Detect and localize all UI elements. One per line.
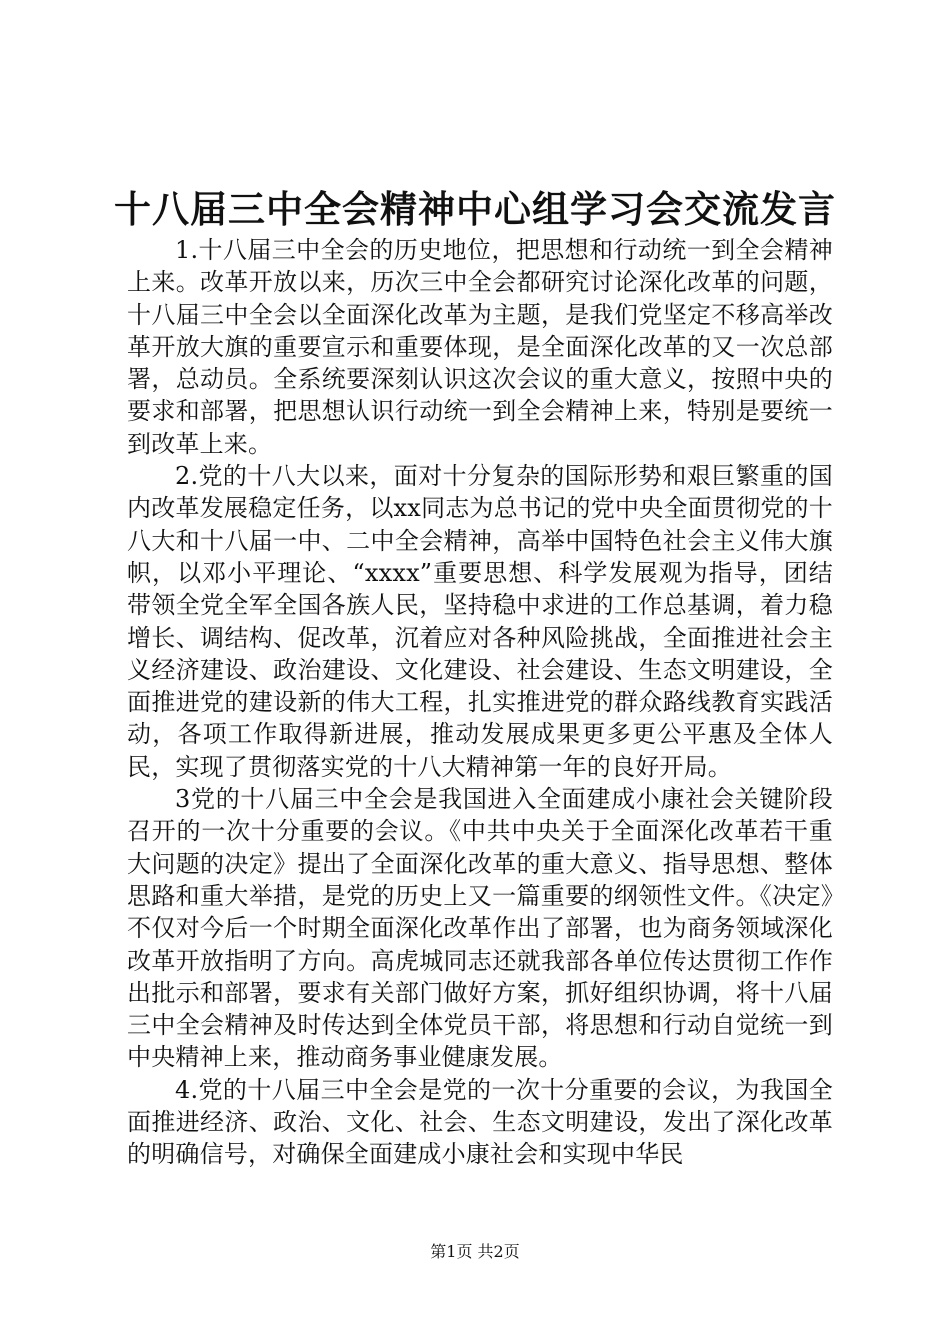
paragraph-1: 1.十八届三中全会的历史地位，把思想和行动统一到全会精神上来。改革开放以来，历次三中全会都研究讨论深化改革的问题，十八届三中全会以全面深化改革为主题，是我们党坚定不移高举改革开放大旗的重要宣示和重要体现，是全面深化改革的又一次总部署，总动员。全系统要深刻认识这次会议的重大意义，按照中央的要求和部署，把思想认识行动统一到全会精神上来，特别是要统一到改革上来。 bbox=[127, 236, 833, 458]
document-body bbox=[127, 234, 833, 1171]
paragraph-3: 3党的十八届三中全会是我国进入全面建成小康社会关键阶段召开的一次十分重要的会议。《中共中央关于全面深化改革若干重大问题的决定》提出了全面深化改革的重大意义、指导思想、整体思路和重大举措，是党的历史上又一篇重要的纲领性文件。《决定》不仅对今后一个时期全面深化改革作出了部署，也为商务领域深化改革开放指明了方向。高虎城同志还就我部各单位传达贯彻工作作出批示和部署，要求有关部门做好方案，抓好组织协调，将十八届三中全会精神及时传达到全体党员干部，将思想和行动自觉统一到中央精神上来，推动商务事业健康发展。 bbox=[127, 785, 833, 1072]
paragraph-4: 4.党的十八届三中全会是党的一次十分重要的会议，为我国全面推进经济、政治、文化、社会、生态文明建设，发出了深化改革的明确信号，对确保全面建成小康社会和实现中华民 bbox=[127, 1075, 833, 1169]
page-footer: 第1页 共2页 bbox=[430, 1242, 520, 1261]
paragraph-2: 2.党的十八大以来，面对十分复杂的国际形势和艰巨繁重的国内改革发展稳定任务，以xx同志为总书记的党中央全面贯彻党的十八大和十八届一中、二中全会精神，高举中国特色社会主义伟大旗帜，以邓小平理论、“xxxx”重要思想、科学发展观为指导，团结带领全党全军全国各族人民，坚持稳中求进的工作总基调，着力稳增长、调结构、促改革，沉着应对各种风险挑战，全面推进社会主义经济建设、政治建设、文化建设、社会建设、生态文明建设，全面推进党的建设新的伟大工程，扎实推进党的群众路线教育实践活动，各项工作取得新进展，推动发展成果更多更公平惠及全体人民，实现了贯彻落实党的十八大精神第一年的良好开局。 bbox=[127, 462, 833, 781]
document-title: 十八届三中全会精神中心组学习会交流发言 bbox=[114, 187, 836, 231]
